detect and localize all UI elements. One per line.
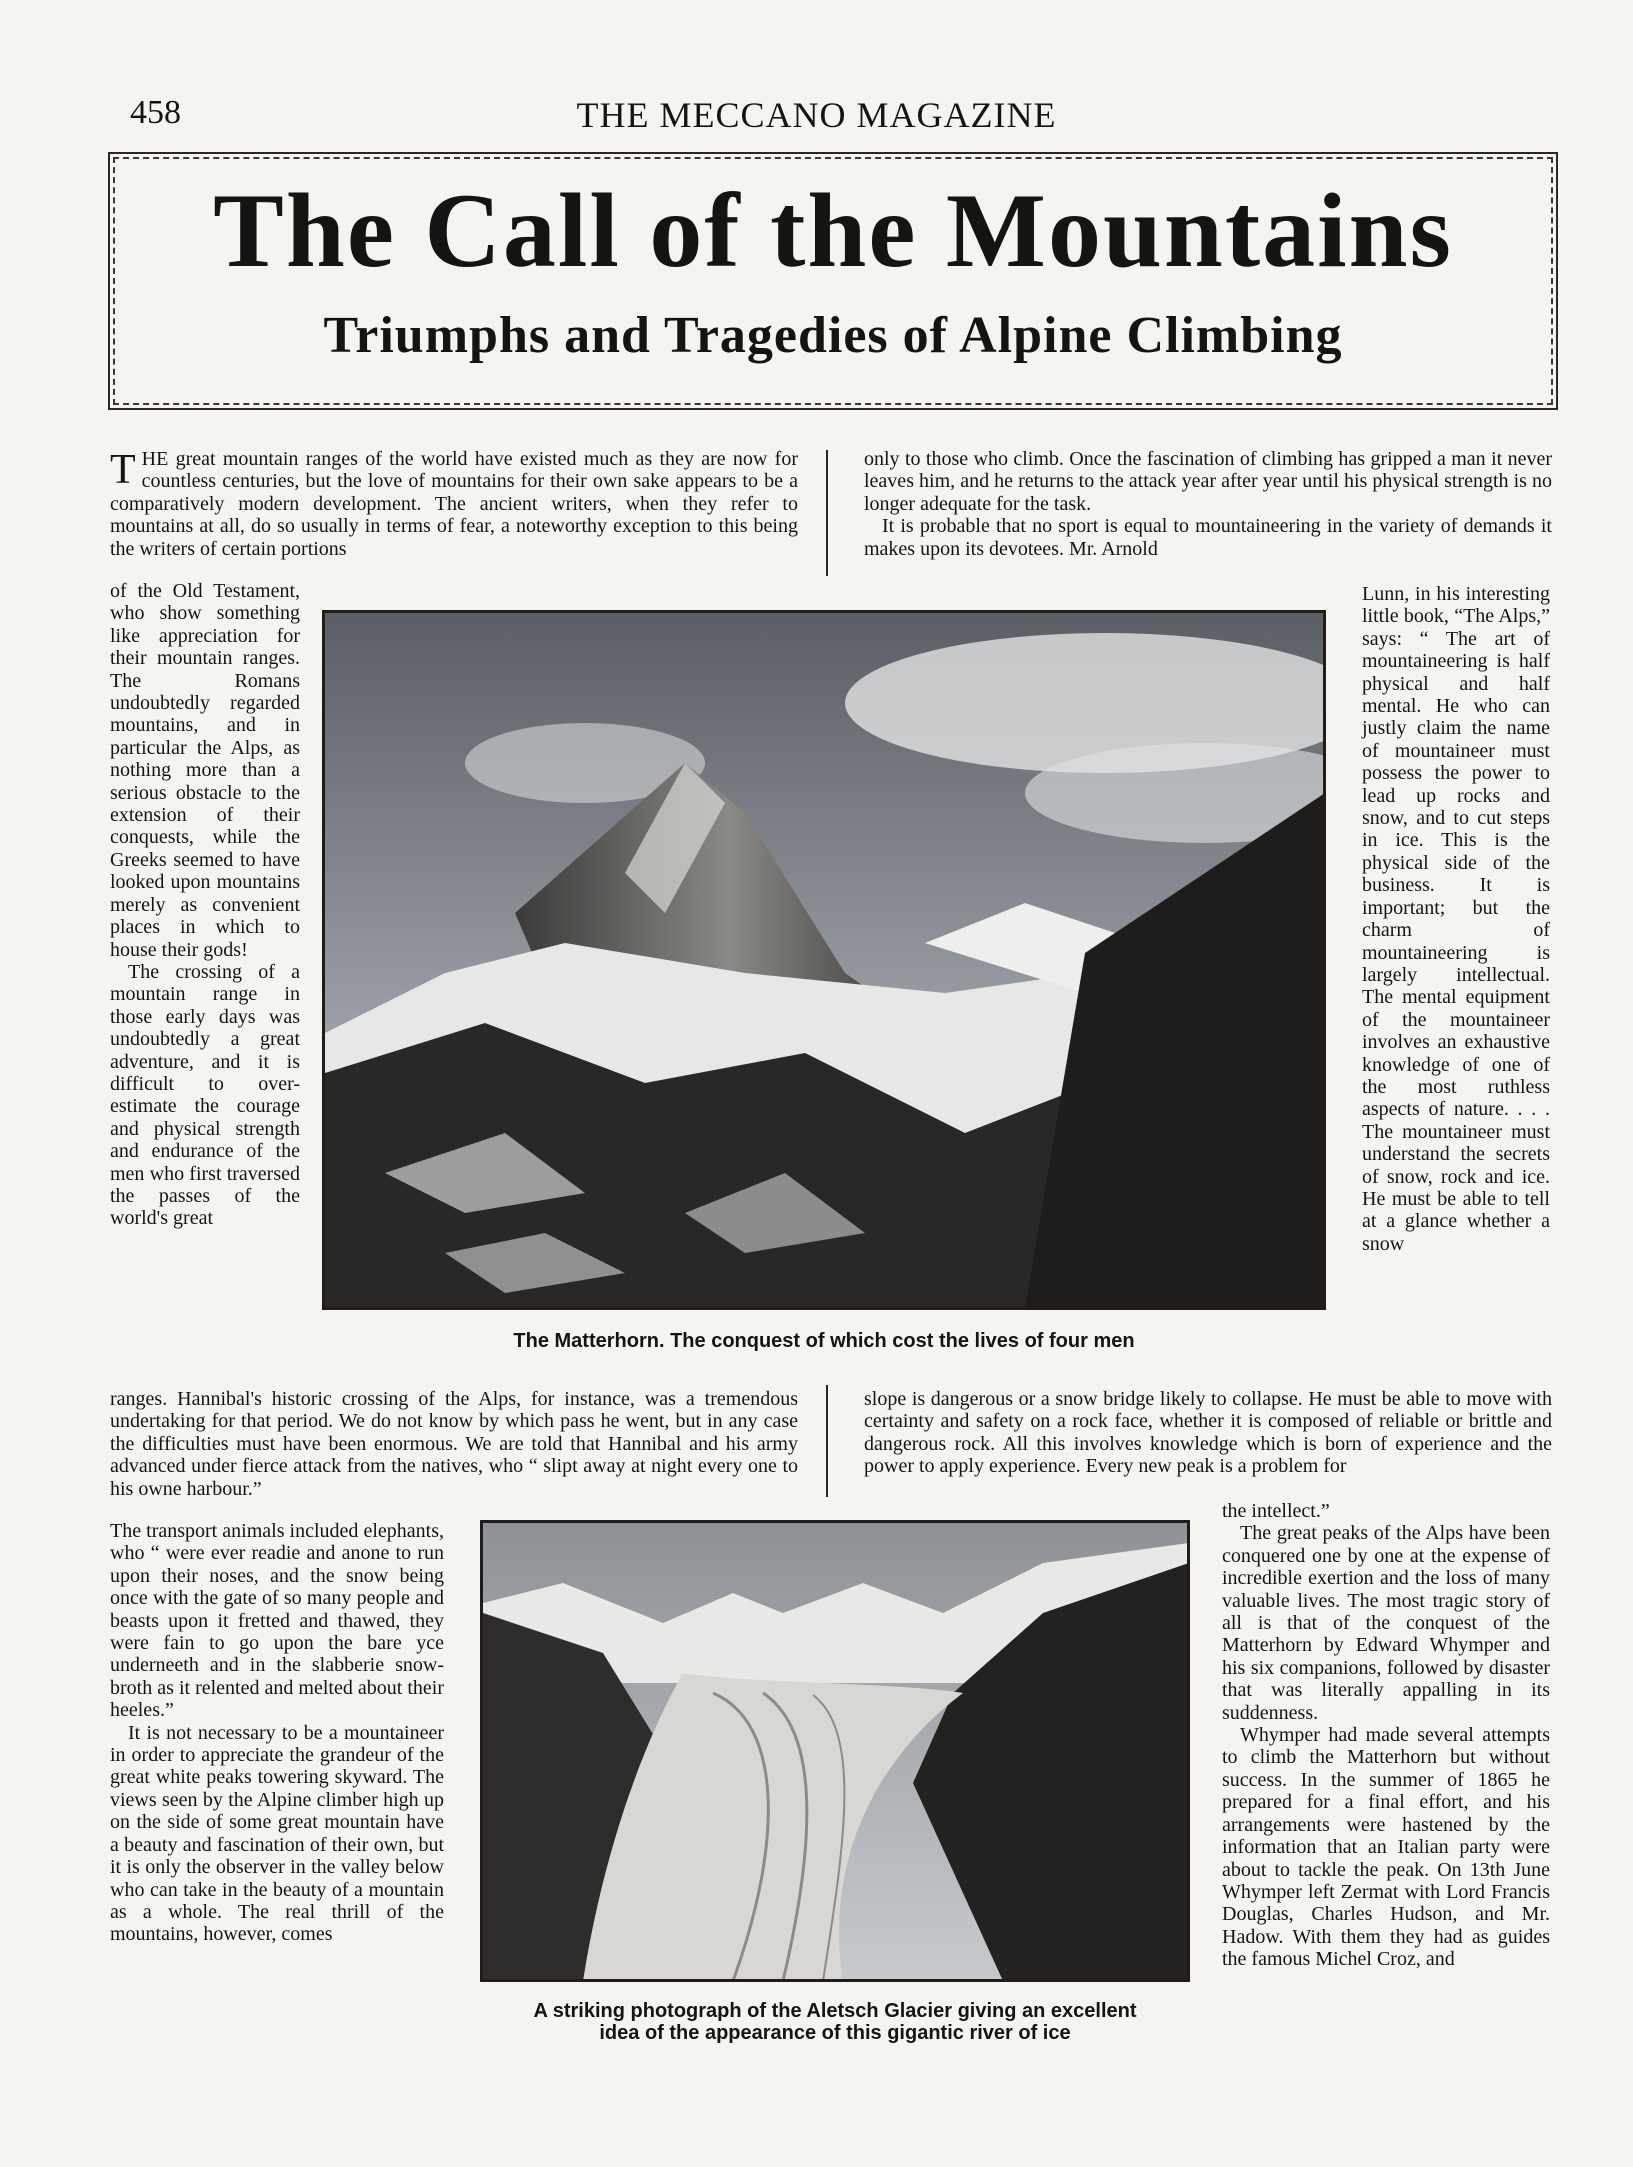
paragraph-whymper: Whymper had made several attempts to climb the Matterhorn but without success. In the summer of 1865 he prepared for a final effort, and his arrangements were hastened by the information that an Italian party were about to tackle the peak. On 13th June Whymper left Zermat with Lord Francis Douglas, Charles Hudson, and Mr. Hadow. With them they had as guides the famous Michel Croz, and	[1222, 1724, 1550, 1971]
paragraph-crossing: The crossing of a mountain range in those early days was undoubtedly a great adventure, and it is difficult to over-estimate the courage and physical strength and endurance of the men who first traversed the passes of the world's great	[110, 960, 300, 1230]
glacier-caption-line-1: A striking photograph of the Aletsch Glacier giving an excellent	[533, 2000, 1137, 2022]
paragraph-sport: It is probable that no sport is equal to mountaineering in the variety of demands it makes upon its devotees. Mr. Arnold	[864, 515, 1552, 560]
paragraph-intellect-end: the intellect.”	[1222, 1500, 1330, 1522]
paragraph-fascination: only to those who climb. Once the fascination of climbing has gripped a man it never leaves him, and he returns to the attack year after year until his physical strength is no longer adequate for the task.	[864, 448, 1552, 515]
paragraph-hannibal-text: ranges. Hannibal's historic crossing of the Alps, for instance, was a tremendous undertaking for that period. We do not know by which pass he went, but in any case the difficulties must have been enormous. We are told that Hannibal and his army advanced under fierce attack from the natives, who “ slipt away at night every one to his owne harbour.”	[110, 1388, 798, 1500]
page-number: 458	[130, 94, 181, 131]
narrow-column-right	[1362, 583, 1550, 1255]
matterhorn-illustration	[325, 613, 1325, 1309]
drop-cap: T	[110, 447, 136, 493]
article-subtitle: Triumphs and Tragedies of Alpine Climbing	[323, 307, 1343, 364]
column-rule-middle	[826, 1385, 828, 1497]
paragraph-grandeur: It is not necessary to be a mountaineer in order to appreciate the grandeur of the great white peaks towering skyward. The views seen by the Alpine climber high up on the side of some great mountain have a beauty and fascination of their own, but it is only the observer in the valley below who can take in the beauty of a mountain as a whole. The real thrill of the mountains, however, comes	[110, 1721, 444, 1946]
paragraph-great-peaks: The great peaks of the Alps have been conquered one by one at the expense of incredible exertion and the loss of many valuable lives. The most tragic story of all is that of the conquest of the Matterhorn by Edward Whymper and his six companions, followed by disaster that was literally appalling in its suddenness.	[1222, 1522, 1550, 1724]
right-column-top	[864, 448, 1552, 560]
glacier-illustration	[483, 1523, 1189, 1981]
paragraph-snow-slope	[864, 1388, 1552, 1478]
column-rule-top	[826, 450, 828, 576]
paragraph-opening	[110, 448, 798, 560]
paragraph-animals: The transport animals included elephants, who “ were ever readie and anone to run upon their noses, and the snow being once with the gate of so many people and beasts upon it fretted and thawed, they were fain to go upon the bare yce underneeth and in the slabberie snow-broth as it relented and melted about their heeles.”	[110, 1520, 444, 1722]
paragraph-snow-slope-text: slope is dangerous or a snow bridge likely to collapse. He must be able to move with certainty and safety on a rock face, whether it is composed of reliable or brittle and dangerous rock. All this involves knowledge which is born of experience and the power to apply experience. Every new peak is a problem for	[864, 1388, 1552, 1478]
paragraph-romans: of the Old Testament, who show something like appreciation for their mountain ranges. The Romans undoubtedly regarded mountains, and in particular the Alps, as nothing more than a serious obstacle to the extension of their conquests, while the Greeks seemed to have looked upon mountains merely as convenient places in which to house their gods!	[110, 580, 300, 961]
aletsch-glacier-photo	[480, 1520, 1190, 1982]
matterhorn-caption: The Matterhorn. The conquest of which cost the lives of four men	[513, 1330, 1135, 1352]
matterhorn-photo	[322, 610, 1326, 1310]
running-title: THE MECCANO MAGAZINE	[576, 95, 1057, 135]
paragraph-opening-text: HE great mountain ranges of the world have existed much as they are now for countless centuries, but the love of mountains for their own sake appears to be a comparatively modern development. The ancient writers, when they refer to mountains at all, do so usually in terms of fear, a noteworthy exception to this being the writers of certain portions	[110, 448, 798, 560]
narrow-column-right-lower	[1222, 1500, 1550, 1971]
paragraph-hannibal	[110, 1388, 798, 1500]
article-title: The Call of the Mountains	[213, 172, 1453, 289]
narrow-column-left	[110, 580, 300, 1230]
paragraph-lunn-quote: Lunn, in his interesting little book, “The Alps,” says: “ The art of mountaineering is half physical and half mental. He who can justly claim the name of mountaineer must possess the power to lead up rocks and snow, and to cut steps in ice. This is the physical side of the business. It is important; but the charm of mountaineering is largely intellectual. The mental equipment of the mountaineer involves an exhaustive knowledge of one of the most ruthless aspects of nature. . . . The mountaineer must understand the secrets of snow, rock and ice. He must be able to tell at a glance whether a snow	[1362, 583, 1550, 1255]
narrow-column-left-lower	[110, 1520, 444, 1946]
glacier-caption-line-2: idea of the appearance of this gigantic river of ice	[599, 2022, 1071, 2044]
